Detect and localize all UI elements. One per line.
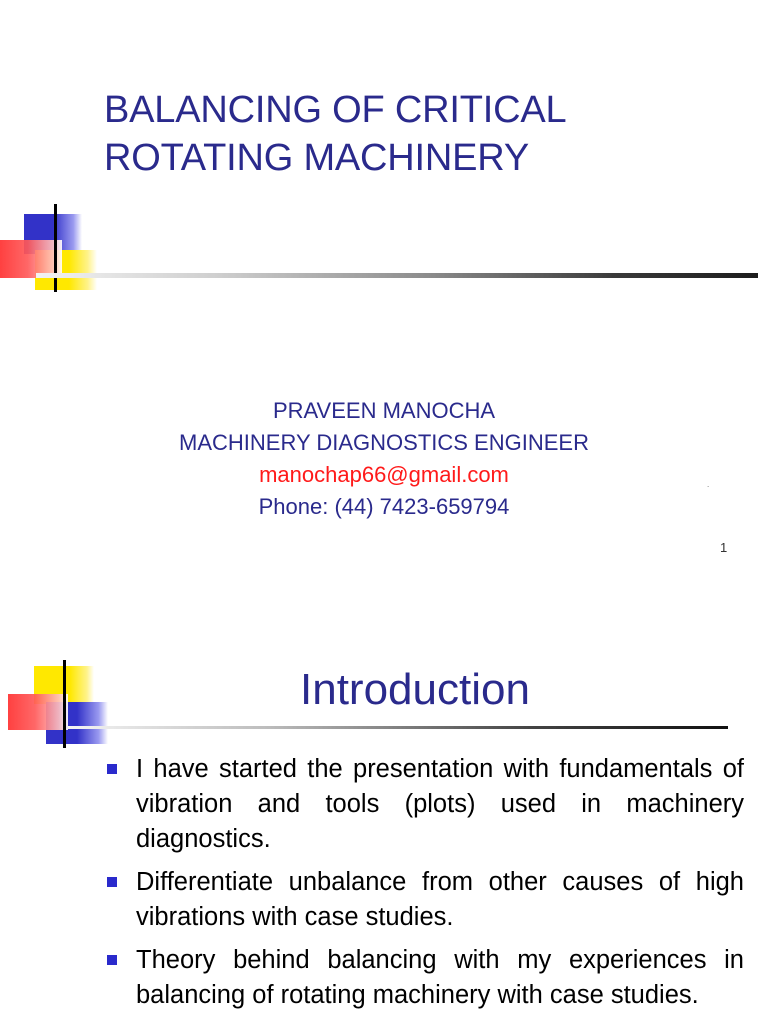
logo-squares-icon [0,204,100,294]
author-role: MACHINERY DIAGNOSTICS ENGINEER [179,430,589,455]
page-number: 1 [720,540,728,555]
stray-dot: . [707,480,710,489]
bullet-square-icon [107,877,117,887]
title-underline [68,726,728,729]
introduction-slide [0,576,768,1024]
bullet-list [104,752,744,1021]
bullet-text: Theory behind balancing with my experiences in balancing of rotating machinery with case studies. [136,946,744,1009]
logo-squares-icon [8,660,112,750]
bullet-text: Differentiate unbalance from other causes of high vibrations with case studies. [136,868,744,931]
bullet-square-icon [107,764,117,774]
author-name: PRAVEEN MANOCHA [272,398,496,423]
list-item [104,865,744,935]
bullet-text: I have started the presentation with fundamentals of vibration and tools (plots) used in machinery diagnostics. [136,755,744,853]
slide-title-line-1: BALANCING OF CRITICAL [104,89,567,131]
list-item [104,943,744,1013]
slide-title [104,86,724,182]
author-block [0,395,768,523]
author-email-link[interactable]: manochap66@gmail.com [259,462,509,487]
list-item [104,752,744,857]
slide-title: Introduction [300,665,530,714]
slide-title-line-2: ROTATING MACHINERY [104,137,529,179]
title-underline [36,273,758,278]
bullet-square-icon [107,955,117,965]
author-phone: Phone: (44) 7423-659794 [258,494,510,519]
